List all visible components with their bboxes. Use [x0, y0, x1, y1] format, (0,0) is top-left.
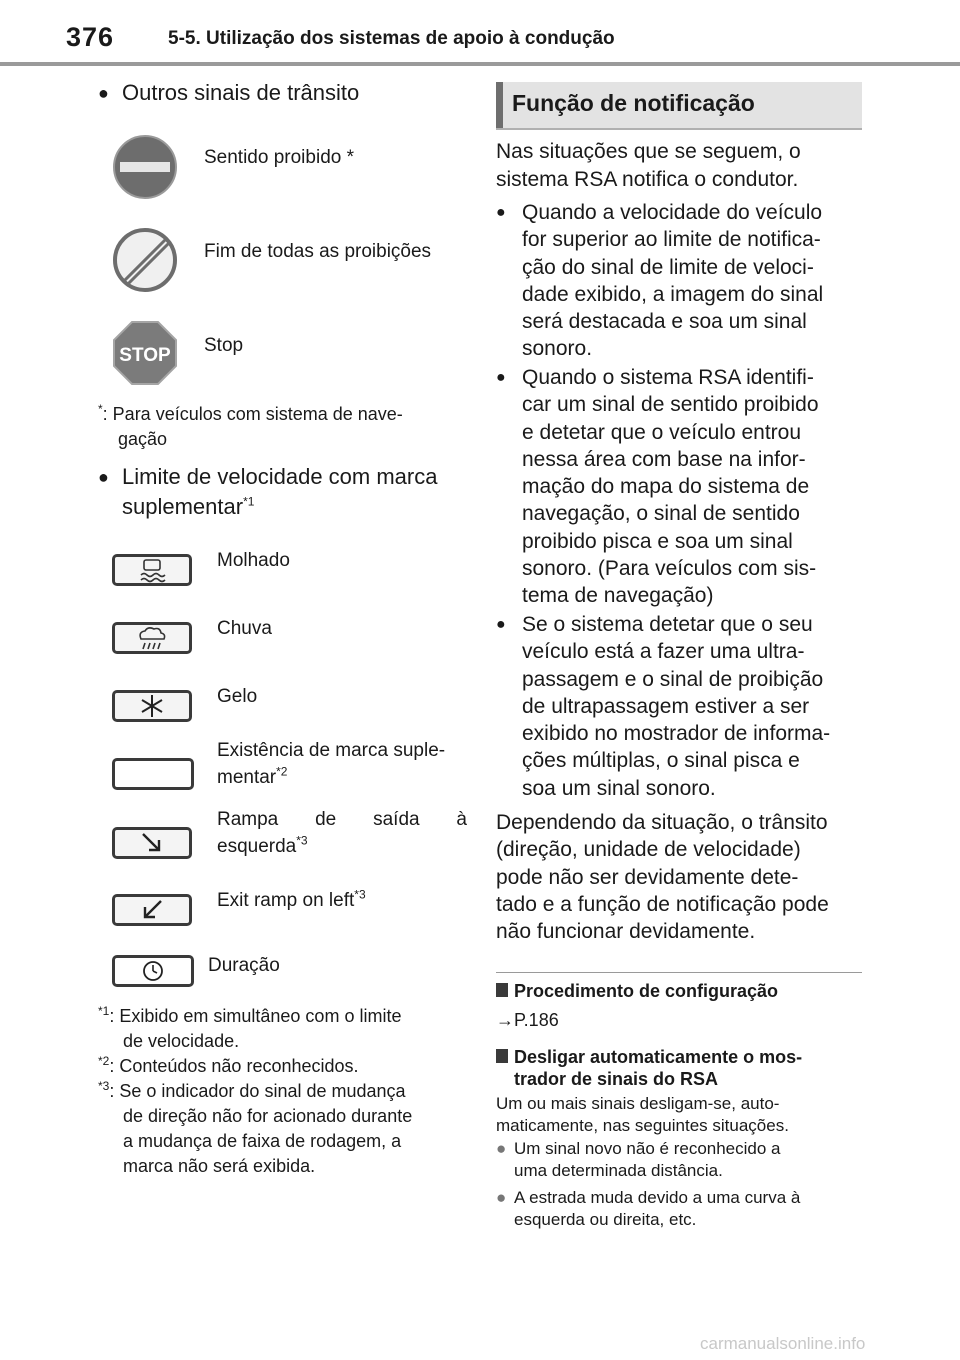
footnote-3: $^{*3}$: Se o indicador do sinal de mudança de direção não for acionado durante a mudança de faixa de rodagem, a marca não será exibida. — [98, 1079, 413, 1176]
auto-off-text: Um ou mais sinais desligam-se, auto- maticamente, nas seguintes situações. — [496, 1094, 789, 1135]
bullet-dot-icon: ● — [98, 83, 109, 103]
clock-plate-icon — [112, 955, 194, 987]
end-of-prohibitions-sign-icon — [112, 227, 178, 293]
sign-label-exit-left: Rampa de saída à esquerda$^{*3}$ — [217, 809, 467, 857]
intro-paragraph: Nas situações que se seguem, o sistema RSA notifica o condutor. — [496, 140, 801, 191]
sign-label-wet: Molhado — [217, 550, 290, 571]
notification-bullet-2: ● Quando o sistema RSA identifi- car um sinal de sentido proibido e detetar que o veículo entrou nessa área com base na infor- mação do mapa do sistema de navegação, o sinal de sentido proibido pisca e soa um sinal sonoro. (Para veículos com sis- tema de navegação) — [496, 366, 819, 608]
footnote-navigation: *: Para veículos com sistema de nave- gação — [98, 402, 403, 449]
page-header — [0, 0, 960, 68]
sign-label-end-prohibitions: Fim de todas as proibições — [204, 241, 432, 262]
auto-off-heading: Desligar automaticamente o mos- trador de sinais do RSA — [496, 1046, 876, 1090]
supplementary-heading: ● Limite de velocidade com marca suplementar$^{*1}$ — [98, 464, 438, 519]
blank-plate-icon — [112, 758, 194, 790]
bullet-dot-icon: ● — [98, 467, 109, 487]
closing-paragraph: Dependendo da situação, o trânsito (direção, unidade de velocidade) pode não ser devidamente dete- tado e a função de notificação pode não funcionar devidamente. — [496, 811, 829, 944]
bullet-dot-icon: ● — [496, 369, 506, 386]
no-entry-sign-icon — [112, 134, 178, 200]
page-number: 376 — [66, 22, 115, 52]
bullet-dot-icon: ● — [496, 1139, 507, 1158]
wet-road-plate-icon — [112, 554, 192, 586]
watermark: carmanualsonline.info — [700, 1334, 866, 1353]
sign-label-rain: Chuva — [217, 618, 272, 639]
rain-plate-icon — [112, 622, 192, 654]
subsection-rule — [496, 972, 862, 973]
setting-page-ref: →P.186 — [496, 1010, 559, 1030]
auto-off-bullet-2: ● A estrada muda devido a uma curva à esquerda ou direita, etc. — [496, 1188, 801, 1229]
bullet-dot-icon: ● — [496, 204, 506, 221]
chapter-title: 5-5. Utilização dos sistemas de apoio à condução — [168, 28, 615, 49]
arrow-down-left-plate-icon — [112, 894, 192, 926]
stop-sign-text: STOP — [119, 345, 171, 366]
arrow-down-right-plate-icon — [112, 827, 192, 859]
footnote-mark: * — [98, 402, 103, 416]
header-rule — [0, 62, 960, 66]
section-title: Função de notificação — [512, 90, 755, 116]
sign-label-exit-ramp-left: Exit ramp on left$^{*3}$ — [217, 887, 366, 911]
footnote-2: $^{*2}$: Conteúdos não reconhecidos. — [98, 1054, 359, 1076]
auto-off-bullet-1: ● Um sinal novo não é reconhecido a uma determinada distância. — [496, 1139, 781, 1180]
square-bullet-icon — [496, 1049, 508, 1063]
notification-bullet-1: ● Quando a velocidade do veículo for superior ao limite de notifica- ção do sinal de limite de veloci- dade exibido, a imagem do sinal será destacada e soa um sinal sonoro. — [496, 201, 824, 361]
snowflake-plate-icon — [112, 690, 192, 722]
sign-label-supplementary-mark: Existência de marca suple- mentar$^{*2}$ — [217, 740, 446, 788]
footnote-1: $^{*1}$: Exibido em simultâneo com o limite de velocidade. — [98, 1004, 402, 1051]
sign-label-ice: Gelo — [217, 686, 258, 707]
sign-label-duration: Duração — [208, 955, 280, 976]
sign-label-no-entry: Sentido proibido * — [204, 147, 354, 168]
sign-label-stop: Stop — [204, 335, 244, 356]
bullet-dot-icon: ● — [496, 616, 506, 633]
notification-bullet-3: ● Se o sistema detetar que o seu veículo está a fazer uma ultra- passagem e o sinal de proibição de ultrapassagem estiver a ser exibido no mostrador de informa- ções múltiplas, o sinal pisca e soa um sinal sonoro. — [496, 613, 831, 800]
section-title-bar — [496, 82, 862, 130]
setting-heading: Procedimento de configuração — [496, 980, 876, 1002]
square-bullet-icon — [496, 983, 508, 997]
other-signs-heading: ● Outros sinais de trânsito — [98, 78, 478, 108]
section-accent — [496, 82, 503, 128]
stop-sign-icon — [112, 320, 178, 386]
bullet-dot-icon: ● — [496, 1188, 507, 1207]
